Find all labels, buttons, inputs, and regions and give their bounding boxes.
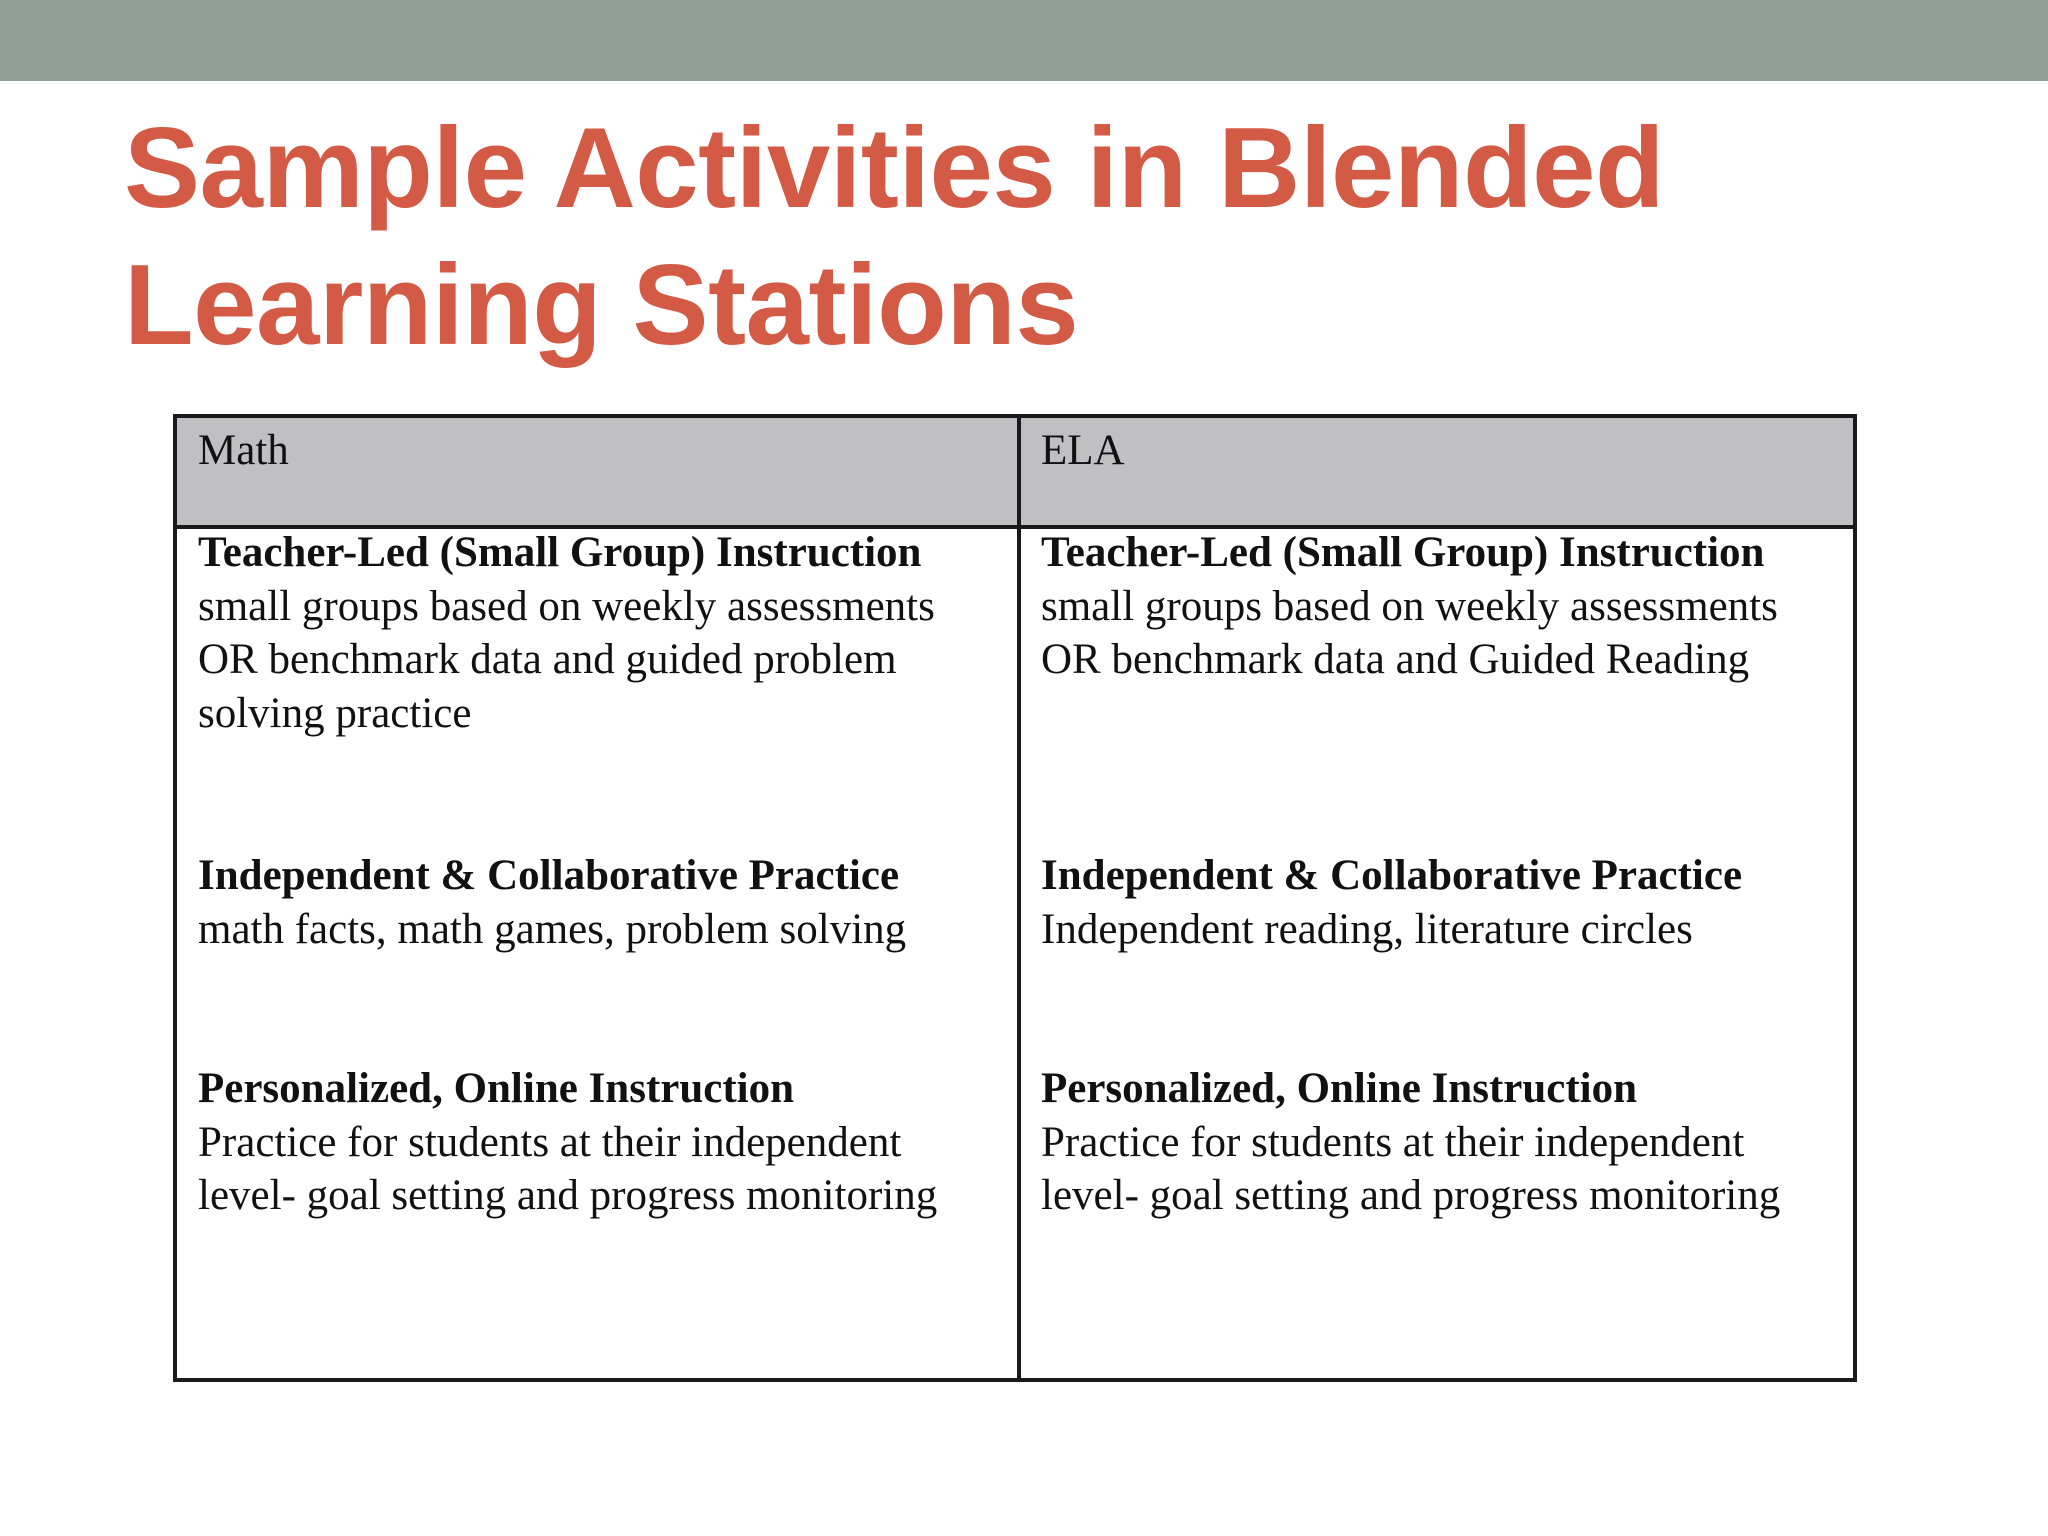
block-title: Personalized, Online Instruction bbox=[1041, 1065, 1638, 1112]
block-body: small groups based on weekly assessments OR benchmark data and guided problem solving practice bbox=[198, 582, 935, 737]
ela-teacher-led-block bbox=[1041, 526, 1841, 687]
block-body: Practice for students at their independent level- goal setting and progress monitoring bbox=[1041, 1118, 1781, 1219]
block-title: Independent & Collaborative Practice bbox=[1041, 852, 1743, 899]
block-title: Personalized, Online Instruction bbox=[198, 1065, 795, 1112]
header-math: Math bbox=[198, 427, 289, 474]
block-title: Teacher-Led (Small Group) Instruction bbox=[1041, 529, 1765, 576]
ela-independent-block bbox=[1041, 849, 1841, 956]
slide-title: Sample Activities in Blended Learning Stations bbox=[124, 105, 1665, 369]
block-body: math facts, math games, problem solving bbox=[198, 905, 907, 953]
block-title: Independent & Collaborative Practice bbox=[198, 852, 900, 899]
ela-online-block bbox=[1041, 1062, 1841, 1223]
header-ela: ELA bbox=[1041, 427, 1125, 474]
activities-table bbox=[173, 414, 1857, 1382]
column-divider bbox=[1017, 418, 1021, 1378]
table-grid bbox=[177, 418, 1853, 1378]
math-online-block bbox=[198, 1062, 998, 1223]
block-body: Independent reading, literature circles bbox=[1041, 905, 1693, 953]
math-independent-block bbox=[198, 849, 998, 956]
math-teacher-led-block bbox=[198, 526, 998, 740]
block-title: Teacher-Led (Small Group) Instruction bbox=[198, 529, 922, 576]
block-body: Practice for students at their independent level- goal setting and progress monitoring bbox=[198, 1118, 938, 1219]
top-accent-bar bbox=[0, 0, 2048, 81]
block-body: small groups based on weekly assessments OR benchmark data and Guided Reading bbox=[1041, 582, 1778, 683]
